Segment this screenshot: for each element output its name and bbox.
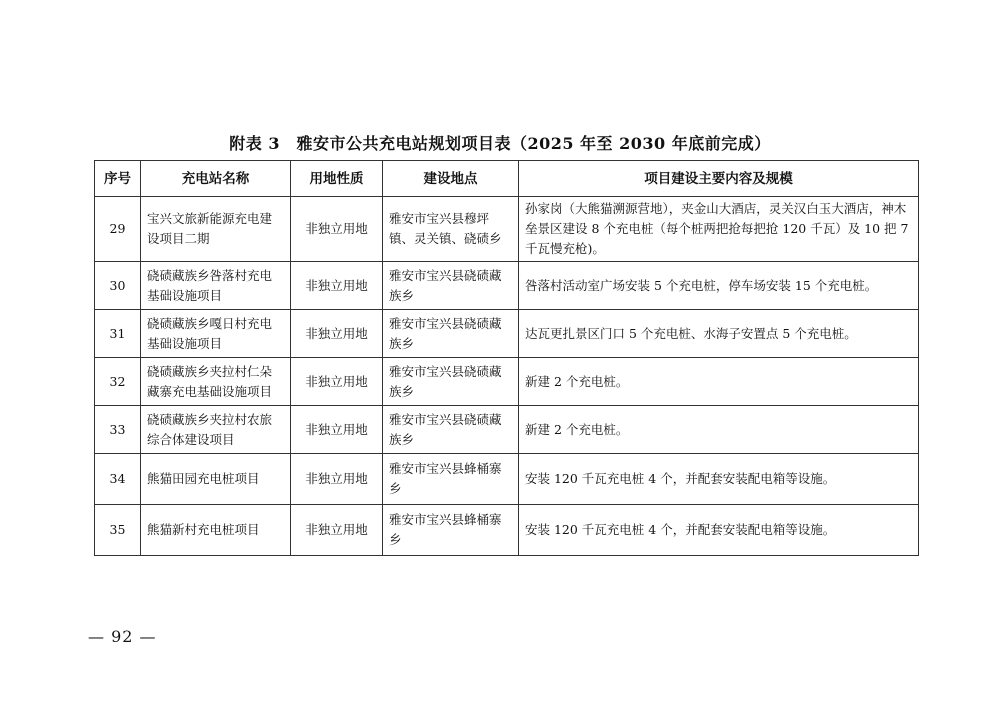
cell-serial: 33 [95,406,141,454]
cell-station-name: 硗碛藏族乡夹拉村农旅综合体建设项目 [141,406,291,454]
cell-location: 雅安市宝兴县硗碛藏族乡 [383,310,519,358]
cell-station-name [141,358,291,406]
cell-station-name: 硗碛藏族乡嘎日村充电基础设施项目 [141,310,291,358]
table-row [95,262,919,310]
table-row [95,197,919,262]
cell-location: 雅安市宝兴县蜂桶寨乡 [383,454,519,505]
cell-land-type: 非独立用地 [291,358,383,406]
table-row [95,358,919,406]
cell-station-name-text: 硗碛藏族乡夹拉村仁朵藏寨充电基础设施项目 [147,363,273,399]
cell-land-type: 非独立用地 [291,262,383,310]
cell-land-type: 非独立用地 [291,406,383,454]
table-row [95,454,919,505]
cell-content: 达瓦更扎景区门口 5 个充电桩、水海子安置点 5 个充电桩。 [519,310,919,358]
cell-station-name: 硗碛藏族乡咎落村充电基础设施项目 [141,262,291,310]
cell-station-name: 熊猫新村充电桩项目 [141,505,291,556]
cell-serial: 31 [95,310,141,358]
cell-location: 雅安市宝兴县硗碛藏族乡 [383,406,519,454]
cell-land-type: 非独立用地 [291,310,383,358]
header-location: 建设地点 [383,161,519,197]
cell-station-name: 宝兴文旅新能源充电建设项目二期 [141,197,291,262]
cell-serial: 35 [95,505,141,556]
cell-content: 安装 120 千瓦充电桩 4 个，并配套安装配电箱等设施。 [519,454,919,505]
table-row [95,406,919,454]
cell-content: 孙家岗（大熊猫溯源营地），夹金山大酒店，灵关汉白玉大酒店，神木垒景区建设 8 个充电桩（每个桩两把抢每把抢 120 千瓦）及 10 把 7 千瓦慢充枪)。 [519,197,919,262]
cell-content: 咎落村活动室广场安装 5 个充电桩，停车场安装 15 个充电桩。 [519,262,919,310]
cell-content: 安装 120 千瓦充电桩 4 个，并配套安装配电箱等设施。 [519,505,919,556]
cell-location: 雅安市宝兴县硗碛藏族乡 [383,262,519,310]
header-content: 项目建设主要内容及规模 [519,161,919,197]
page-number: — 92 — [88,627,157,646]
header-land-type: 用地性质 [291,161,383,197]
cell-content: 新建 2 个充电桩。 [519,406,919,454]
header-serial: 序号 [95,161,141,197]
cell-location: 雅安市宝兴县穆坪镇、灵关镇、硗碛乡 [383,197,519,262]
cell-land-type: 非独立用地 [291,505,383,556]
table-row [95,505,919,556]
cell-serial: 30 [95,262,141,310]
cell-location: 雅安市宝兴县蜂桶寨乡 [383,505,519,556]
cell-serial: 34 [95,454,141,505]
cell-location: 雅安市宝兴县硗碛藏族乡 [383,358,519,406]
header-station-name: 充电站名称 [141,161,291,197]
cell-content: 新建 2 个充电桩。 [519,358,919,406]
cell-serial: 32 [95,358,141,406]
cell-land-type: 非独立用地 [291,197,383,262]
table-title: 附表 3 雅安市公共充电站规划项目表（2025 年至 2030 年底前完成） [229,134,771,153]
table-row [95,310,919,358]
projects-table [94,160,919,556]
cell-land-type: 非独立用地 [291,454,383,505]
cell-station-name: 熊猫田园充电桩项目 [141,454,291,505]
cell-serial: 29 [95,197,141,262]
table-header-row [95,161,919,197]
